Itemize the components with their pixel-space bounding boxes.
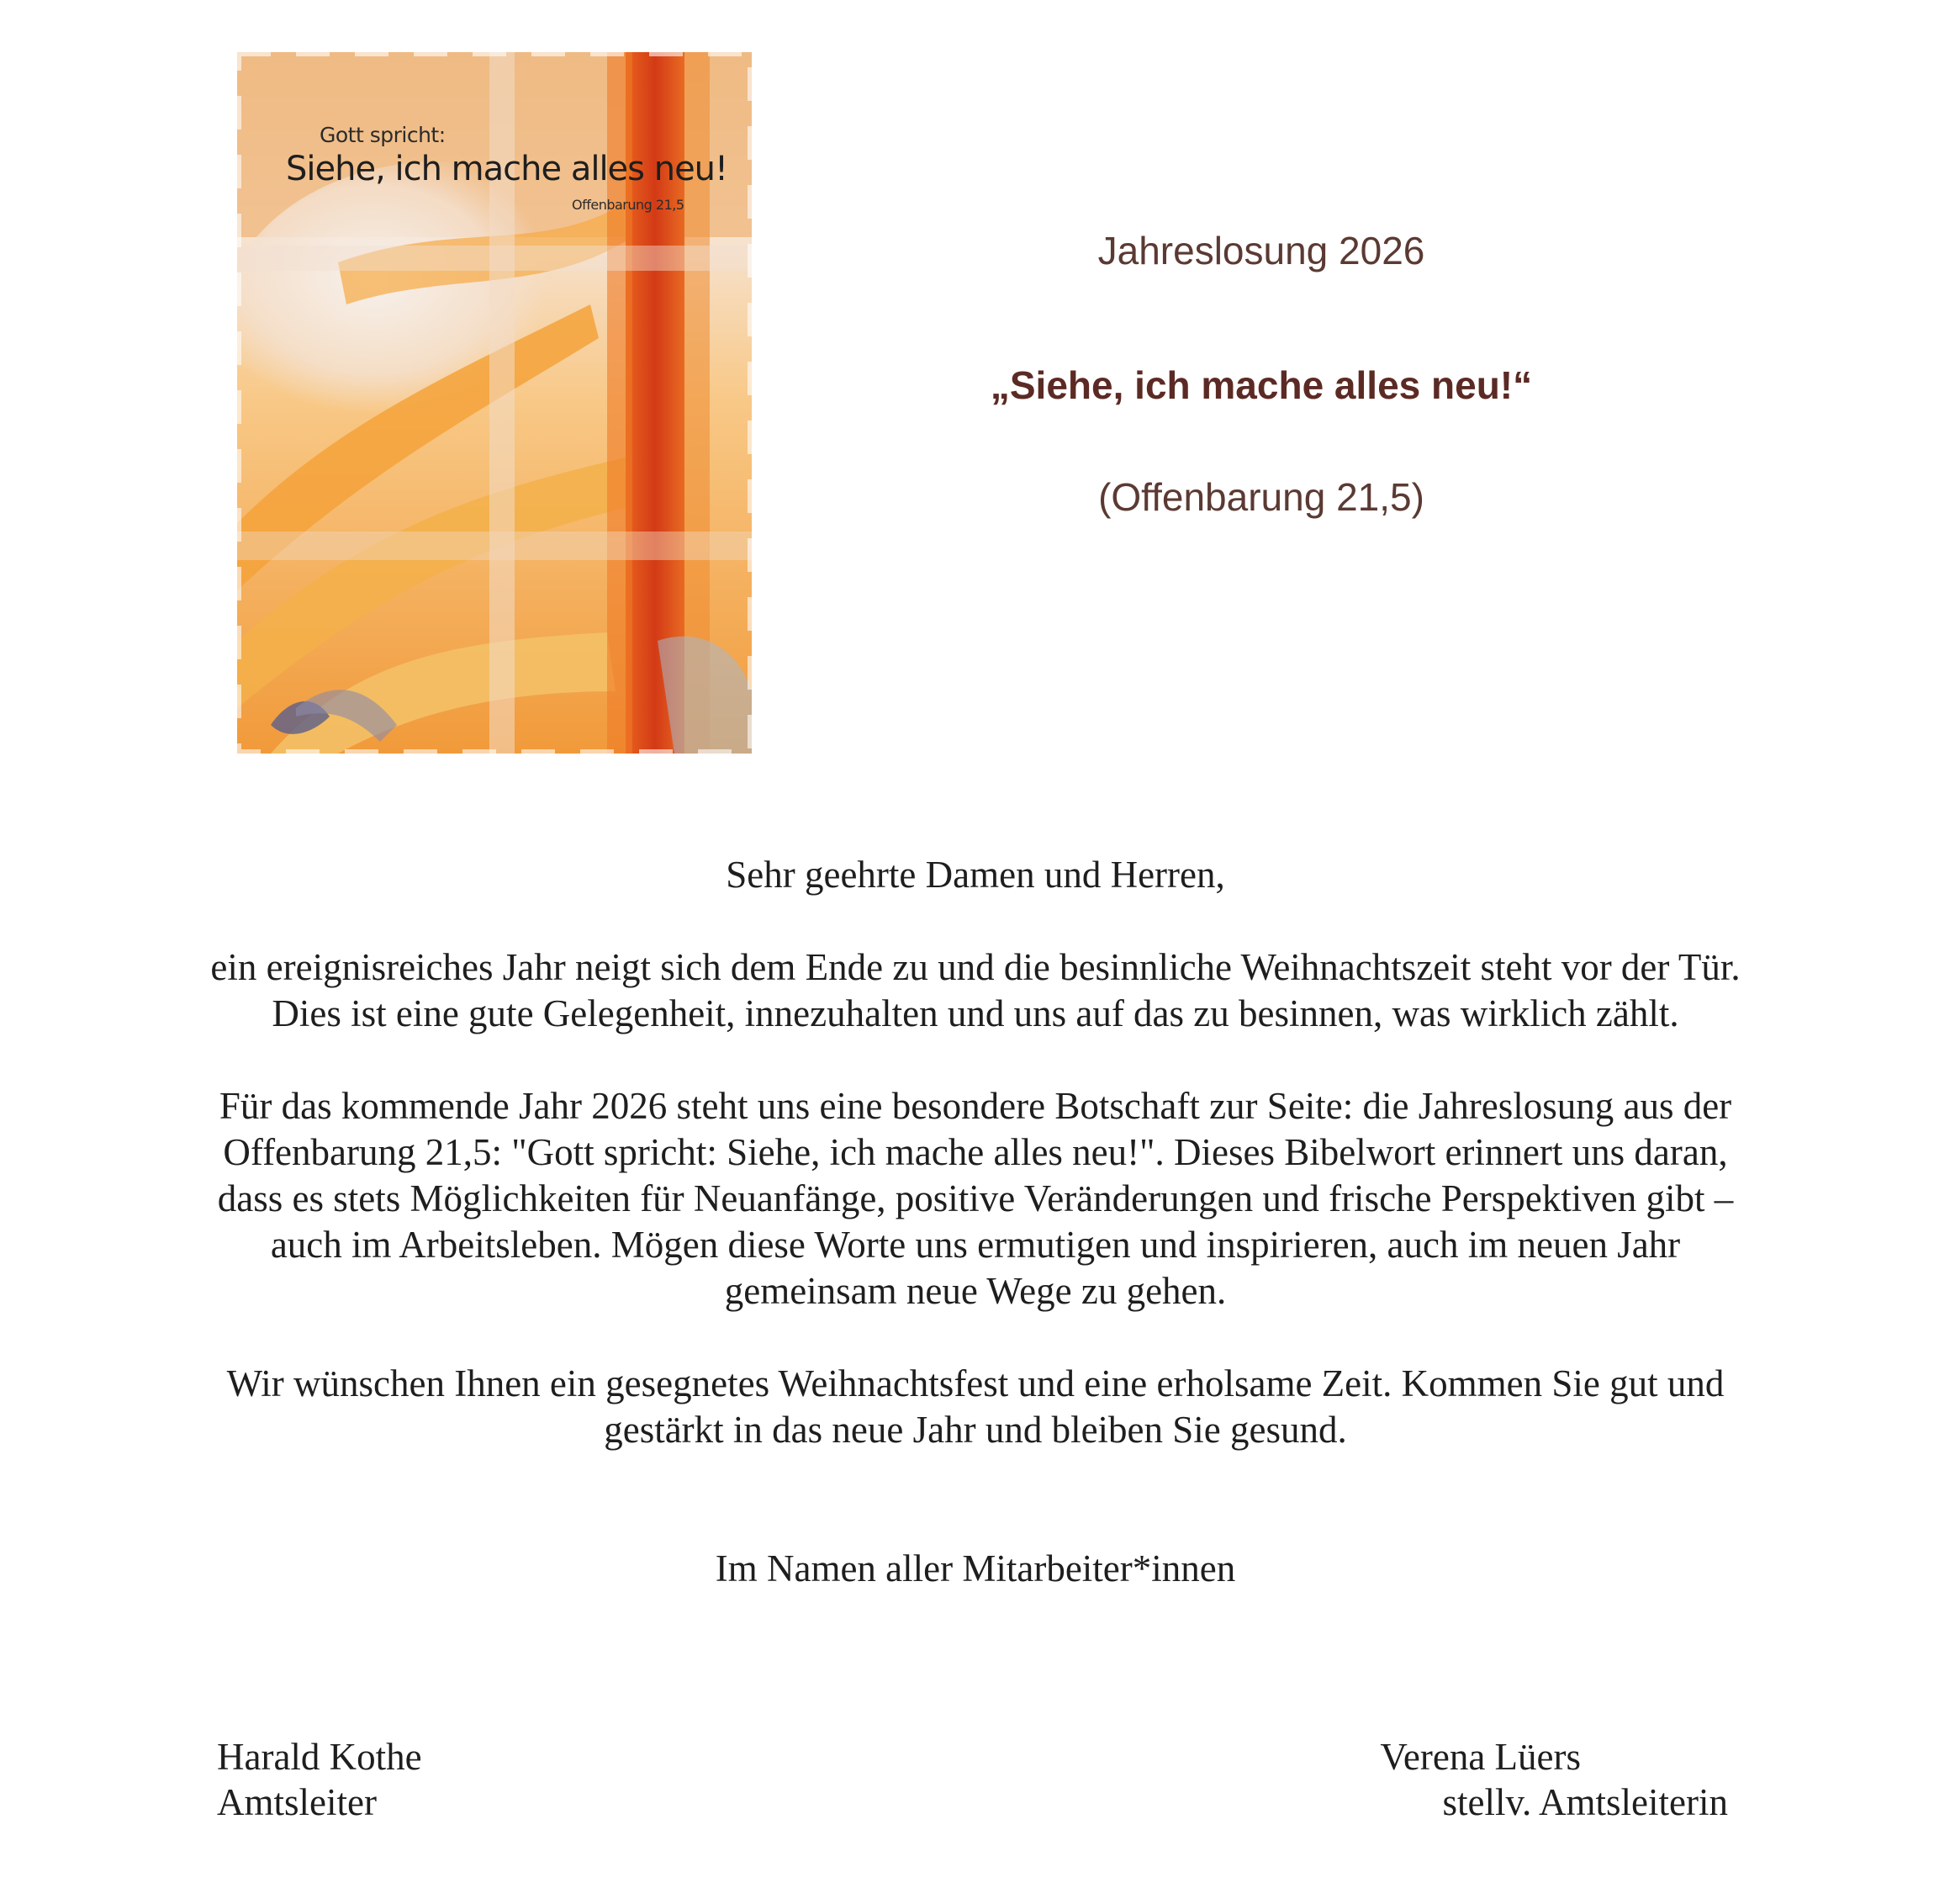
letter-paragraph-2: Für das kommende Jahr 2026 steht uns eine besondere Botschaft zur Seite: die Jahreslosung aus der Offenbarung 21,5: "Gott spricht: Siehe, ich mache alles neu!". Dieses Bibelwort erinnert uns daran, dass es stets Möglichkeiten für Neuanfänge, positive Veränderungen und frische Perspektiven gibt – auch im Arbeitsleben. Mögen diese Worte uns ermutigen und inspirieren, auch im neuen Jahr gemeinsam neue Wege zu gehen. xyxy=(217,1085,1734,1312)
jahreslosung-poster xyxy=(237,52,752,754)
letter-salutation: Sehr geehrte Damen und Herren, xyxy=(726,854,1225,896)
signature-right-name: Verena Lüers xyxy=(1380,1736,1581,1778)
letter-paragraph-3: Wir wünschen Ihnen ein gesegnetes Weihnachtsfest und eine erholsame Zeit. Kommen Sie gut und gestärkt in das neue Jahr und bleiben Sie gesund. xyxy=(226,1362,1725,1451)
poster-intro-text: Gott spricht: xyxy=(320,123,446,147)
letter-body xyxy=(210,852,1741,1592)
header-reference: (Offenbarung 21,5) xyxy=(1098,475,1424,519)
signature-right xyxy=(1380,1734,1728,1825)
header-quote: „Siehe, ich mache alles neu!“ xyxy=(990,363,1533,407)
signature-left xyxy=(217,1734,422,1825)
letter-closing: Im Namen aller Mitarbeiter*innen xyxy=(715,1547,1236,1589)
signature-right-role: stellv. Amtsleiterin xyxy=(1442,1781,1728,1823)
letter-paragraph-1: ein ereignisreiches Jahr neigt sich dem Ende zu und die besinnliche Weihnachtszeit steht vor der Tür. Dies ist eine gute Gelegenheit, innezuhalten und uns auf das zu besinnen, was wirklich zählt. xyxy=(210,946,1741,1034)
header-title: Jahreslosung 2026 xyxy=(1097,229,1425,272)
poster-reference: Offenbarung 21,5 xyxy=(572,197,684,213)
signature-left-role: Amtsleiter xyxy=(217,1781,377,1823)
poster-headline: Siehe, ich mache alles neu! xyxy=(286,150,728,188)
signature-left-name: Harald Kothe xyxy=(217,1736,422,1778)
